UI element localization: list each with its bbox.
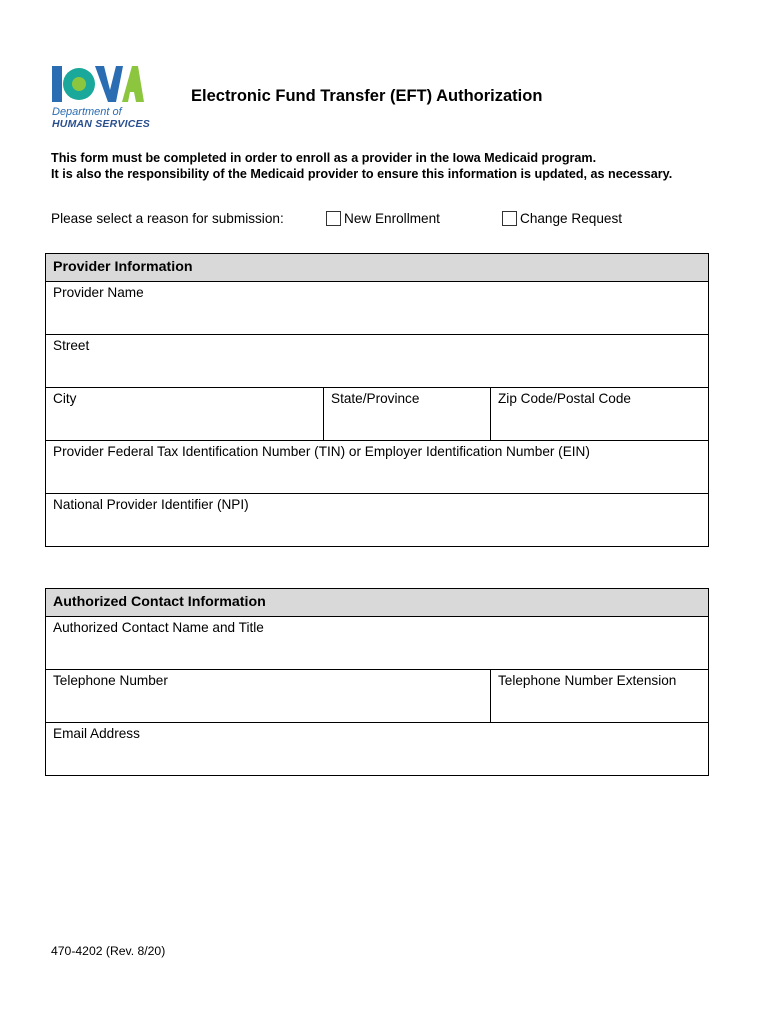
telephone-label: Telephone Number bbox=[53, 673, 168, 688]
new-enrollment-checkbox[interactable] bbox=[326, 211, 341, 226]
npi-field[interactable] bbox=[46, 494, 709, 547]
change-request-label: Change Request bbox=[520, 211, 623, 226]
intro-line-1: This form must be completed in order to enroll as a provider in the Iowa Medicaid program. bbox=[51, 151, 597, 165]
street-label: Street bbox=[53, 338, 90, 353]
authorized-contact-heading: Authorized Contact Information bbox=[46, 589, 709, 617]
form-number: 470-4202 (Rev. 8/20) bbox=[51, 944, 166, 958]
submission-reason bbox=[51, 211, 691, 231]
intro-line-2: It is also the responsibility of the Medicaid provider to ensure this information is updated, as necessary. bbox=[51, 167, 673, 181]
provider-information-heading: Provider Information bbox=[46, 254, 709, 282]
authorized-contact-table bbox=[45, 588, 709, 776]
tin-ein-field[interactable] bbox=[46, 441, 709, 494]
change-request-checkbox[interactable] bbox=[502, 211, 517, 226]
logo-human-services-text: HUMAN SERVICES bbox=[52, 118, 150, 130]
zip-label: Zip Code/Postal Code bbox=[498, 391, 631, 406]
provider-name-field[interactable] bbox=[46, 282, 709, 335]
state-field[interactable] bbox=[324, 388, 491, 441]
email-label: Email Address bbox=[53, 726, 140, 741]
telephone-extension-label: Telephone Number Extension bbox=[498, 673, 677, 688]
city-field[interactable] bbox=[46, 388, 324, 441]
form-title: Electronic Fund Transfer (EFT) Authorization bbox=[191, 87, 543, 105]
change-request-option[interactable] bbox=[502, 211, 622, 226]
provider-name-label: Provider Name bbox=[53, 285, 144, 300]
city-label: City bbox=[53, 391, 77, 406]
iowa-logo-mark bbox=[52, 64, 144, 104]
new-enrollment-option[interactable] bbox=[326, 211, 440, 226]
reason-label: Please select a reason for submission: bbox=[51, 211, 284, 226]
tin-ein-label: Provider Federal Tax Identification Number (TIN) or Employer Identification Number (EIN) bbox=[53, 444, 590, 459]
contact-name-title-label: Authorized Contact Name and Title bbox=[53, 620, 264, 635]
npi-label: National Provider Identifier (NPI) bbox=[53, 497, 249, 512]
state-label: State/Province bbox=[331, 391, 420, 406]
email-field[interactable] bbox=[46, 723, 709, 776]
zip-field[interactable] bbox=[491, 388, 709, 441]
logo-department-text: Department of bbox=[52, 106, 122, 118]
street-field[interactable] bbox=[46, 335, 709, 388]
new-enrollment-label: New Enrollment bbox=[344, 211, 440, 226]
contact-name-title-field[interactable] bbox=[46, 617, 709, 670]
telephone-field[interactable] bbox=[46, 670, 491, 723]
provider-information-table bbox=[45, 253, 709, 547]
telephone-extension-field[interactable] bbox=[491, 670, 709, 723]
intro-text bbox=[51, 150, 691, 182]
iowa-dhs-logo bbox=[52, 64, 152, 132]
